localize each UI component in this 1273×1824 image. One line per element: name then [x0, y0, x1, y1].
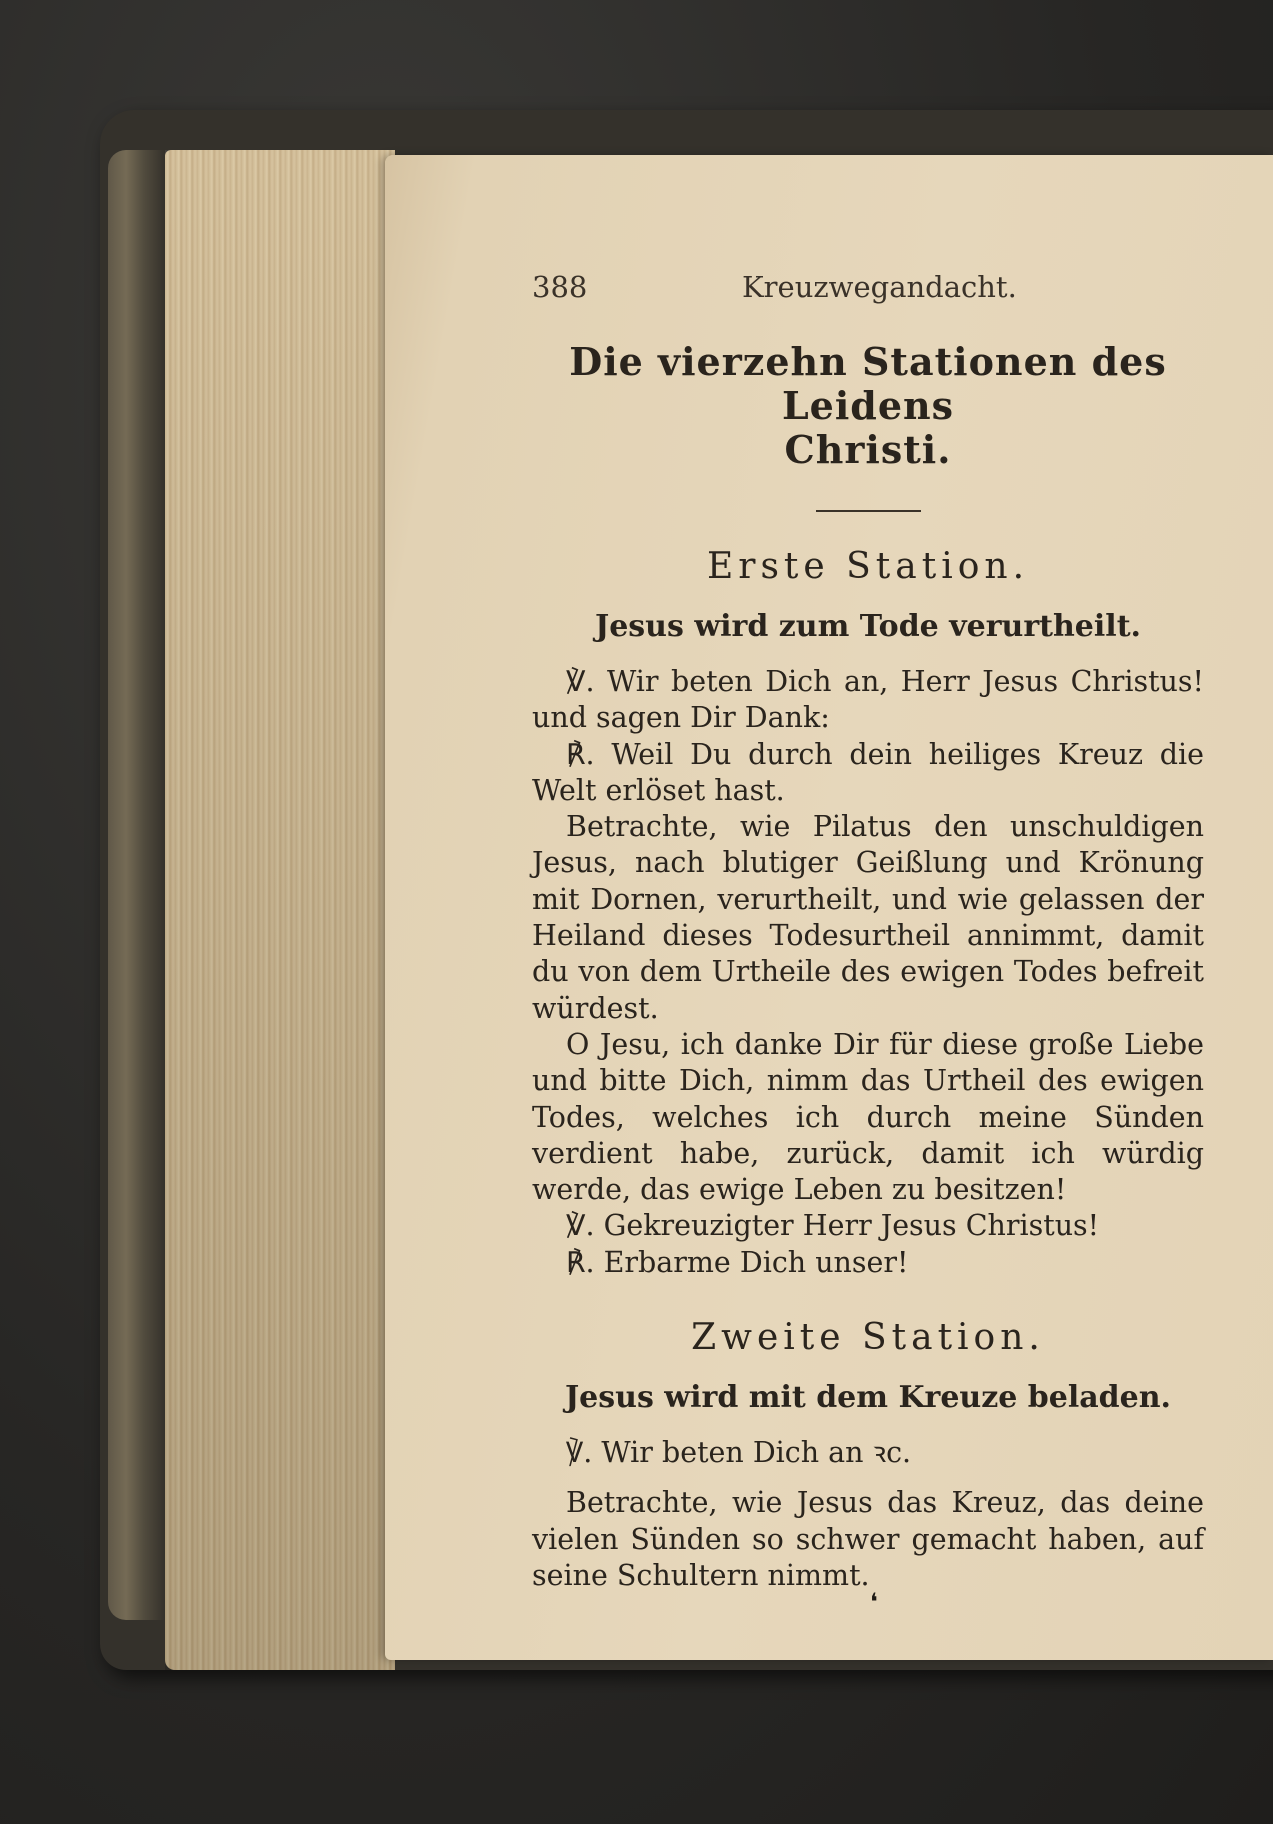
station-1-prayer: O Jesu, ich danke Dir für diese große Liebe und bitte Dich, nimm das Urtheil des ewigen Todes, welches ich durch meine Sünden verdient habe, zurück, damit ich würdig werde, das ewige Leben zu besitzen! [532, 1027, 1204, 1207]
station-1-versicle: ℣. Wir beten Dich an, Herr Jesus Christus! und sagen Dir Dank: [532, 665, 1204, 735]
chapter-title-line-2: Christi. [784, 427, 952, 472]
station-2-heading: Zweite Station. [691, 1317, 1045, 1359]
page-edges [165, 150, 395, 1670]
station-1-subtitle: Jesus wird zum Tode verurtheilt. [595, 609, 1141, 644]
station-2-meditation: Betrachte, wie Jesus das Kreuz, das deine vielen Sünden so schwer gemacht haben, auf seine Schultern nimmt. [532, 1486, 1204, 1592]
title-divider [816, 510, 921, 512]
station-1-response: ℟. Weil Du durch dein heiliges Kreuz die Welt erlöset hast. [532, 737, 1204, 807]
chapter-title-line-1: Die vierzehn Stationen des Leidens [569, 339, 1167, 428]
station-2-subtitle: Jesus wird mit dem Kreuze beladen. [564, 1380, 1172, 1416]
page-content [532, 270, 1204, 1594]
running-head-title: Kreuzwegandacht. [742, 270, 1017, 304]
page-number: 388 [532, 270, 588, 304]
station-1-closing-response: ℟. Erbarme Dich unser! [566, 1245, 909, 1279]
station-1-closing-versicle: ℣. Gekreuzigter Herr Jesus Christus! [566, 1209, 1100, 1243]
running-header [532, 270, 1204, 304]
station-1-heading: Erste Station. [706, 546, 1030, 587]
book-spine-wear [108, 150, 168, 1620]
station-2-versicle: ℣. Wir beten Dich an ꝛc. [566, 1436, 912, 1470]
station-1-meditation: Betrachte, wie Pilatus den unschuldigen Jesus, nach blutiger Geißlung und Krönung mit Dornen, verurtheilt, und wie gelassen der Heiland dieses Todesurtheil annimmt, damit du von dem Urtheile des ewigen Todes befreit würdest. [532, 810, 1204, 1025]
catchword-mark: ❛ [870, 1588, 878, 1616]
